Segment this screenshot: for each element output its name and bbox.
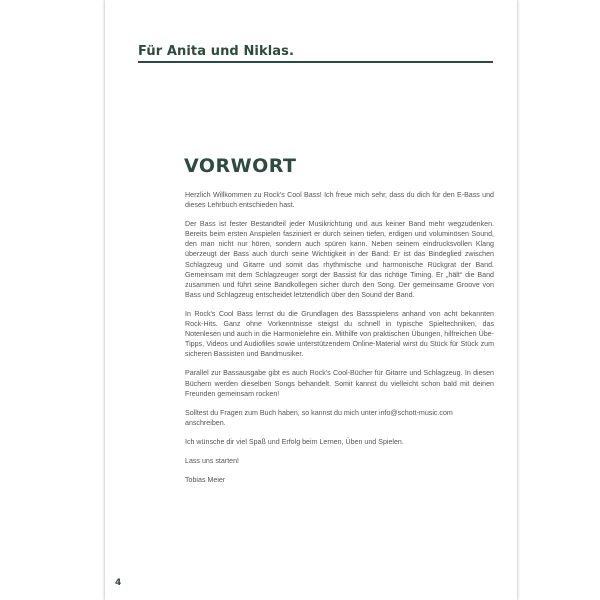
paragraph-parallel-books: Parallel zur Bassausgabe gibt es auch Rock's Cool-Bücher für Gitarre und Schlagzeug. In diesen Büchern werden dieselben Songs behandelt. Somit kannst du vielleicht schon bald mit deinen Freunden gemeinsam rocken!: [185, 369, 494, 398]
paragraph-bass-role: Der Bass ist fester Bestandteil jeder Musikrichtung und aus keiner Band mehr wegzudenken. Bereits beim ersten Anspielen fasziniert er durch seinen tiefen, erdigen und voluminösen Sound, den man nicht nur hören, sondern auch spüren kann. Neben seinem eindrucksvollen Klang überzeugt der Bass auch durch seine Wichtigkeit in der Band: Er ist das Bindeglied zwischen Schlagzeug und Gitarre und somit das rhythmische und harmonische Rückgrat der Band. Gemeinsam mit dem Schlagzeuger sorgt der Bassist für das richtige Timing. Er „hält“ die Band zusammen und führt seine Bandkollegen sicher durch den Song. Der gemeinsame Groove von Bass und Schlagzeug entscheidet letztendlich über den Sound der Band.: [185, 220, 494, 299]
paragraph-book-content: In Rock's Cool Bass lernst du die Grundlagen des Bassspielens anhand von acht bekannten Rock-Hits. Ganz ohne Vorkenntnisse steigst du schnell in typische Spieltechniken, das Notenlesen und auch in die Harmonielehre ein. Mithilfe von praktischen Übungen, hilfreichen Übe-Tipps, Videos und Audiofiles sowie unterstützendem Online-Material wirst du Stück für Stück zum sicheren Bassisten und Bandmusiker.: [185, 309, 494, 359]
foreword-body: [185, 190, 494, 494]
page-number: 4: [115, 578, 122, 588]
paragraph-lets-start: Lass uns starten!: [185, 456, 240, 465]
author-signature: Tobias Meier: [185, 476, 226, 485]
heading-rule: [138, 61, 493, 63]
page-title: VORWORT: [184, 155, 297, 177]
paragraph-wishes: Ich wünsche dir viel Spaß und Erfolg beim Lernen, Üben und Spielen.: [185, 437, 404, 446]
dedication-heading: Für Anita und Niklas.: [138, 44, 295, 59]
paragraph-welcome: Herzlich Willkommen zu Rock's Cool Bass! Ich freue mich sehr, dass du dich für den E-Bass und dieses Lehrbuch entschieden hast.: [185, 191, 494, 210]
paragraph-contact: Solltest du Fragen zum Buch haben, so kannst du mich unter info@schott-music.com anschreiben.: [185, 408, 453, 427]
